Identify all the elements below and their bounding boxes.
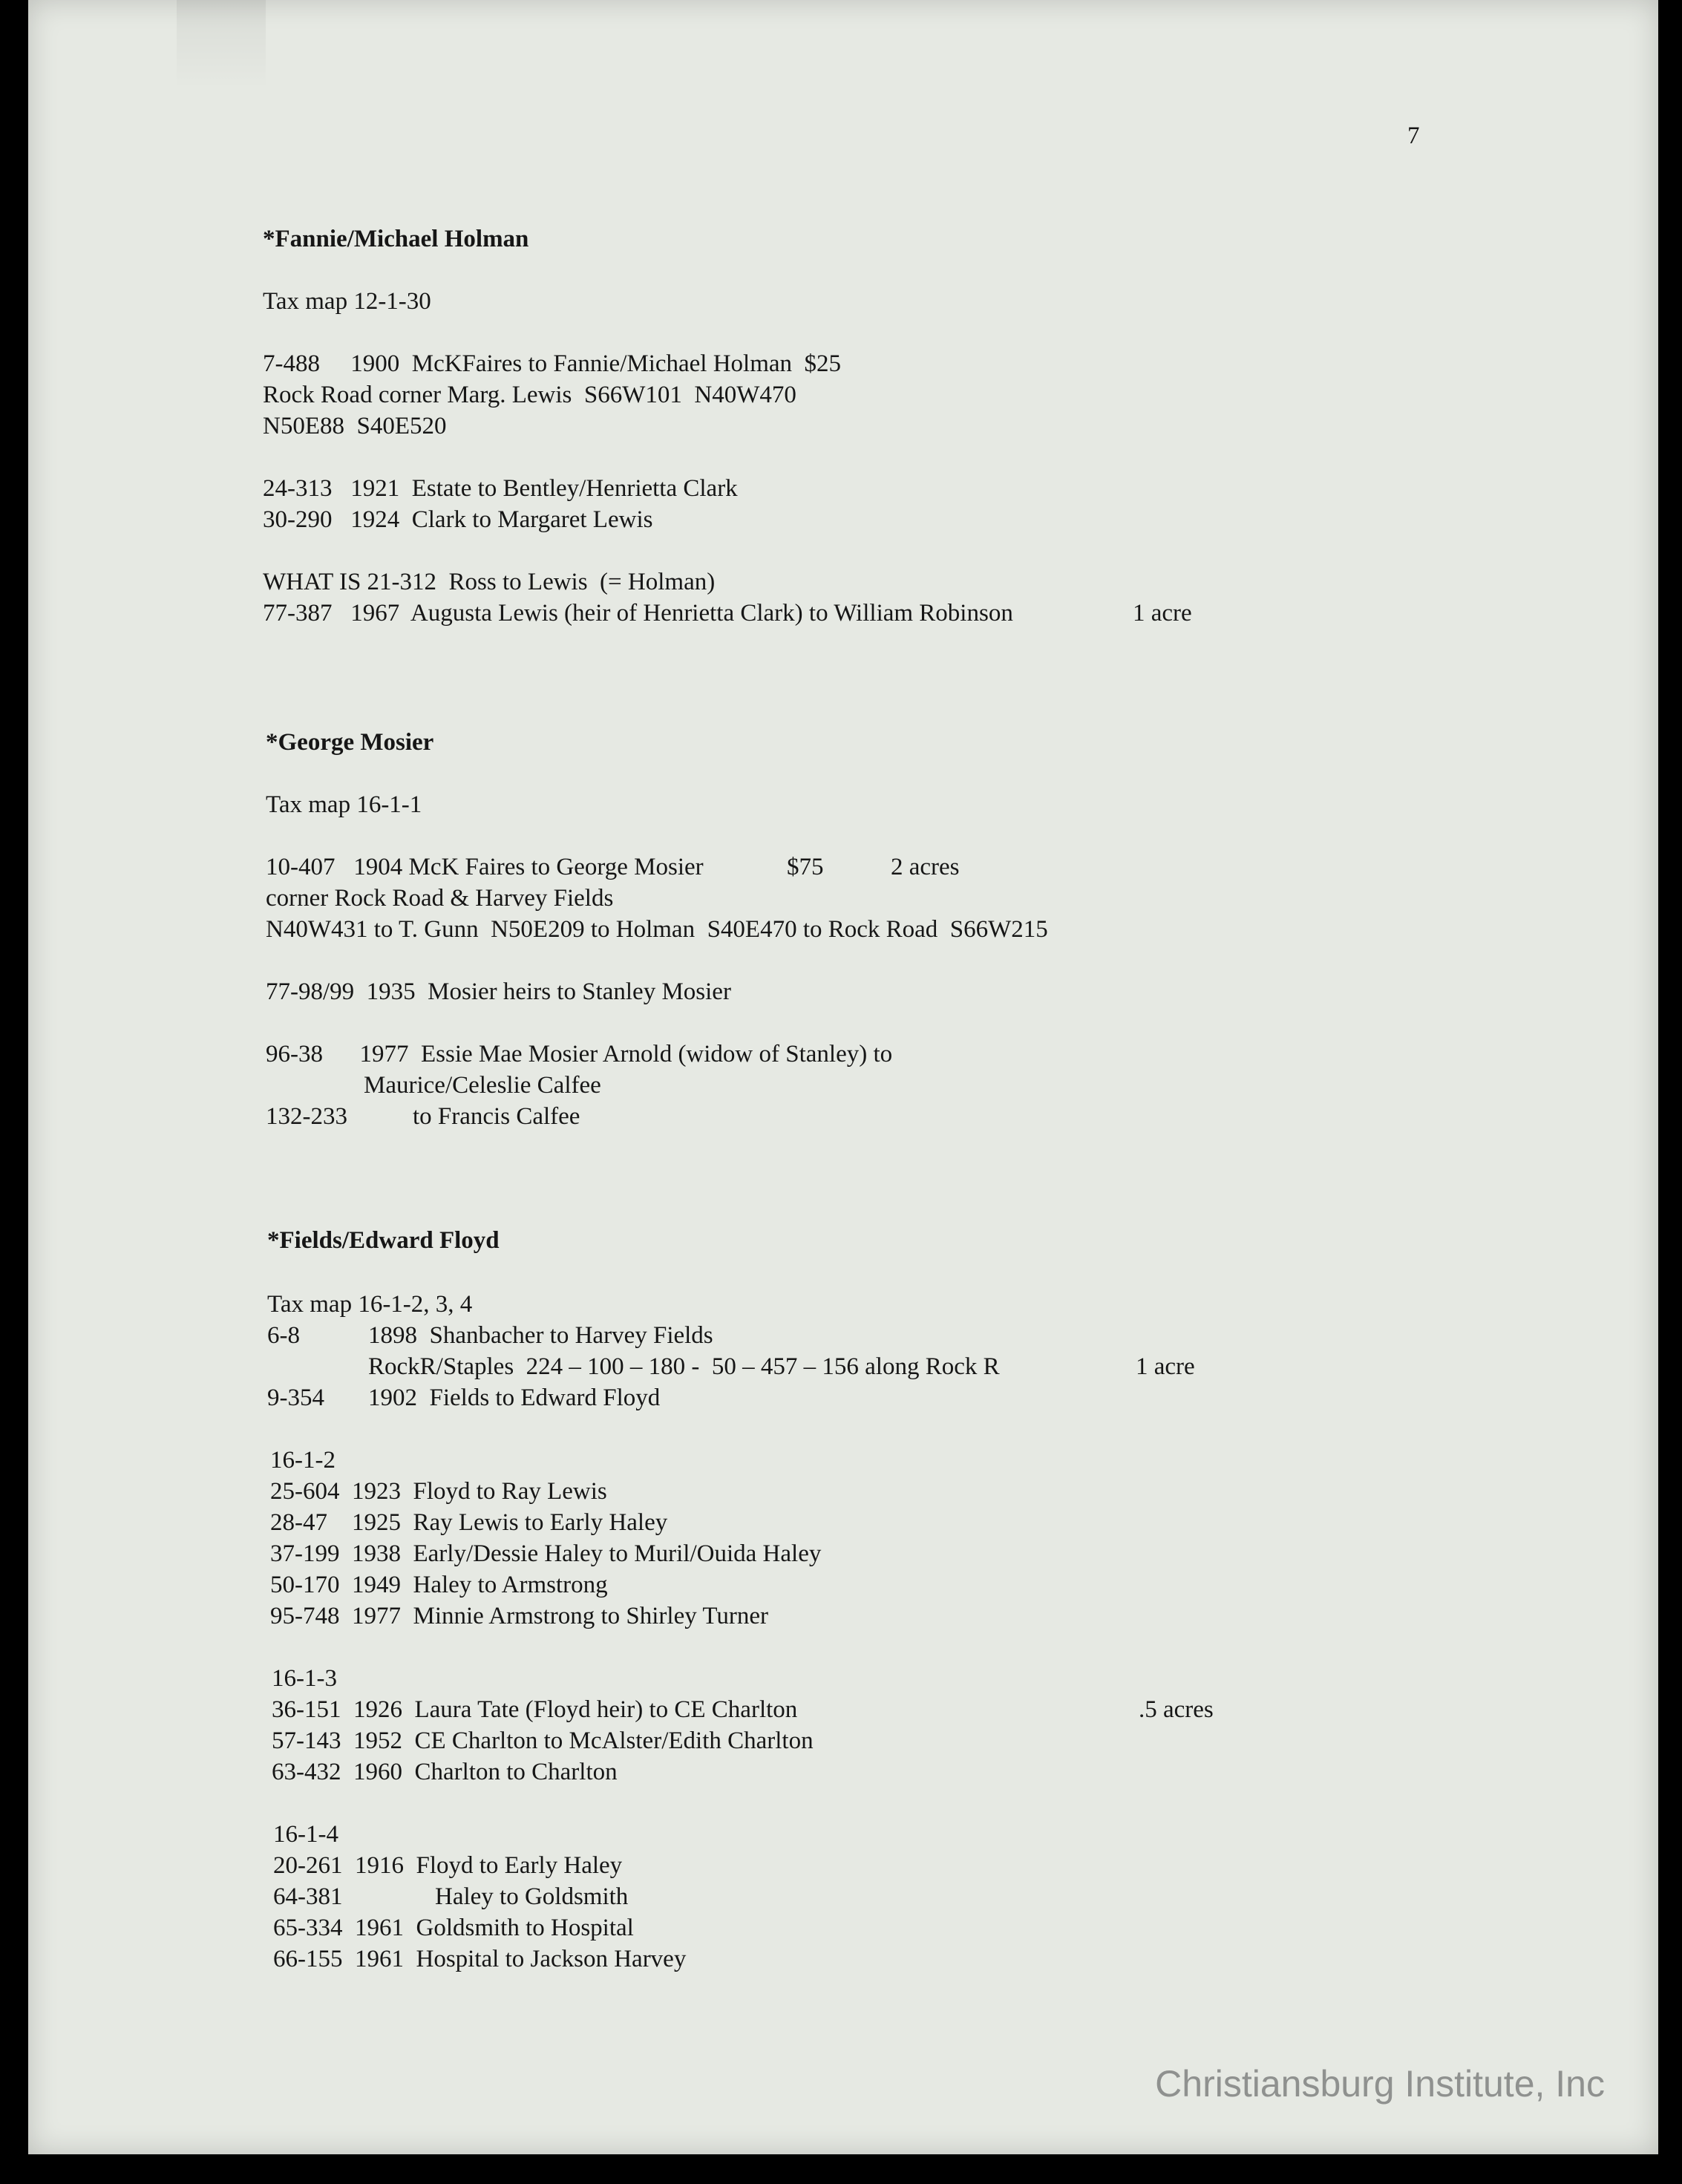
parcel-label: 16-1-4 bbox=[273, 1821, 338, 1848]
document-page bbox=[28, 0, 1658, 2154]
record-line: 77-387 1967 Augusta Lewis (heir of Henrietta Clark) to William Robinson bbox=[263, 600, 1013, 627]
record-line: RockR/Staples 224 – 100 – 180 - 50 – 457 – 156 along Rock R bbox=[368, 1353, 1000, 1380]
tax-map-line: Tax map 16-1-2, 3, 4 bbox=[267, 1291, 473, 1318]
record-line: Rock Road corner Marg. Lewis S66W101 N40W470 bbox=[263, 382, 796, 408]
price-note: $75 bbox=[787, 854, 824, 880]
record-line: 1898 Shanbacher to Harvey Fields bbox=[368, 1322, 713, 1349]
record-line: Haley to Goldsmith bbox=[435, 1883, 629, 1910]
acreage-note: 1 acre bbox=[1136, 1353, 1195, 1380]
record-line: 24-313 1921 Estate to Bentley/Henrietta Clark bbox=[263, 475, 738, 502]
tax-map-line: Tax map 12-1-30 bbox=[263, 288, 431, 315]
record-line: 77-98/99 1935 Mosier heirs to Stanley Mosier bbox=[266, 978, 731, 1005]
record-line: 1902 Fields to Edward Floyd bbox=[368, 1384, 661, 1411]
record-line: 66-155 1961 Hospital to Jackson Harvey bbox=[273, 1946, 687, 1972]
record-line: 9-354 bbox=[267, 1384, 324, 1411]
record-line: 36-151 1926 Laura Tate (Floyd heir) to CE Charlton bbox=[272, 1696, 798, 1723]
record-line: 50-170 1949 Haley to Armstrong bbox=[270, 1572, 608, 1598]
page-number: 7 bbox=[1407, 122, 1420, 149]
parcel-label: 16-1-2 bbox=[270, 1447, 336, 1474]
record-line: to Francis Calfee bbox=[413, 1103, 580, 1130]
acreage-note: 2 acres bbox=[891, 854, 960, 880]
record-line: 6-8 bbox=[267, 1322, 300, 1349]
record-line: 30-290 1924 Clark to Margaret Lewis bbox=[263, 506, 653, 533]
tax-map-line: Tax map 16-1-1 bbox=[266, 791, 422, 818]
record-line: N50E88 S40E520 bbox=[263, 413, 447, 439]
record-line: Maurice/Celeslie Calfee bbox=[364, 1072, 601, 1099]
section-heading: *Fannie/Michael Holman bbox=[263, 226, 529, 252]
acreage-note: .5 acres bbox=[1139, 1696, 1214, 1723]
record-line: 28-47 1925 Ray Lewis to Early Haley bbox=[270, 1509, 668, 1536]
record-line: 37-199 1938 Early/Dessie Haley to Muril/Ouida Haley bbox=[270, 1540, 822, 1567]
record-line: corner Rock Road & Harvey Fields bbox=[266, 885, 614, 912]
record-line: 20-261 1916 Floyd to Early Haley bbox=[273, 1852, 623, 1879]
parcel-label: 16-1-3 bbox=[272, 1665, 337, 1692]
record-line: WHAT IS 21-312 Ross to Lewis (= Holman) bbox=[263, 569, 716, 595]
record-line: 57-143 1952 CE Charlton to McAlster/Edith Charlton bbox=[272, 1727, 814, 1754]
record-line: 96-38 1977 Essie Mae Mosier Arnold (widow of Stanley) to bbox=[266, 1041, 893, 1068]
record-line: 64-381 bbox=[273, 1883, 343, 1910]
section-heading: *George Mosier bbox=[266, 729, 434, 756]
section-heading: *Fields/Edward Floyd bbox=[267, 1227, 500, 1254]
page-fold-shadow bbox=[177, 0, 266, 89]
record-line: 95-748 1977 Minnie Armstrong to Shirley Turner bbox=[270, 1603, 769, 1629]
record-line: 10-407 1904 McK Faires to George Mosier bbox=[266, 854, 704, 880]
record-line: 65-334 1961 Goldsmith to Hospital bbox=[273, 1915, 634, 1941]
record-line: N40W431 to T. Gunn N50E209 to Holman S40E470 to Rock Road S66W215 bbox=[266, 916, 1048, 943]
watermark-text: Christiansburg Institute, Inc bbox=[1155, 2063, 1605, 2105]
acreage-note: 1 acre bbox=[1133, 600, 1192, 627]
record-line: 7-488 1900 McKFaires to Fannie/Michael Holman $25 bbox=[263, 350, 842, 377]
record-line: 63-432 1960 Charlton to Charlton bbox=[272, 1759, 618, 1785]
record-line: 25-604 1923 Floyd to Ray Lewis bbox=[270, 1478, 607, 1505]
record-line: 132-233 bbox=[266, 1103, 347, 1130]
